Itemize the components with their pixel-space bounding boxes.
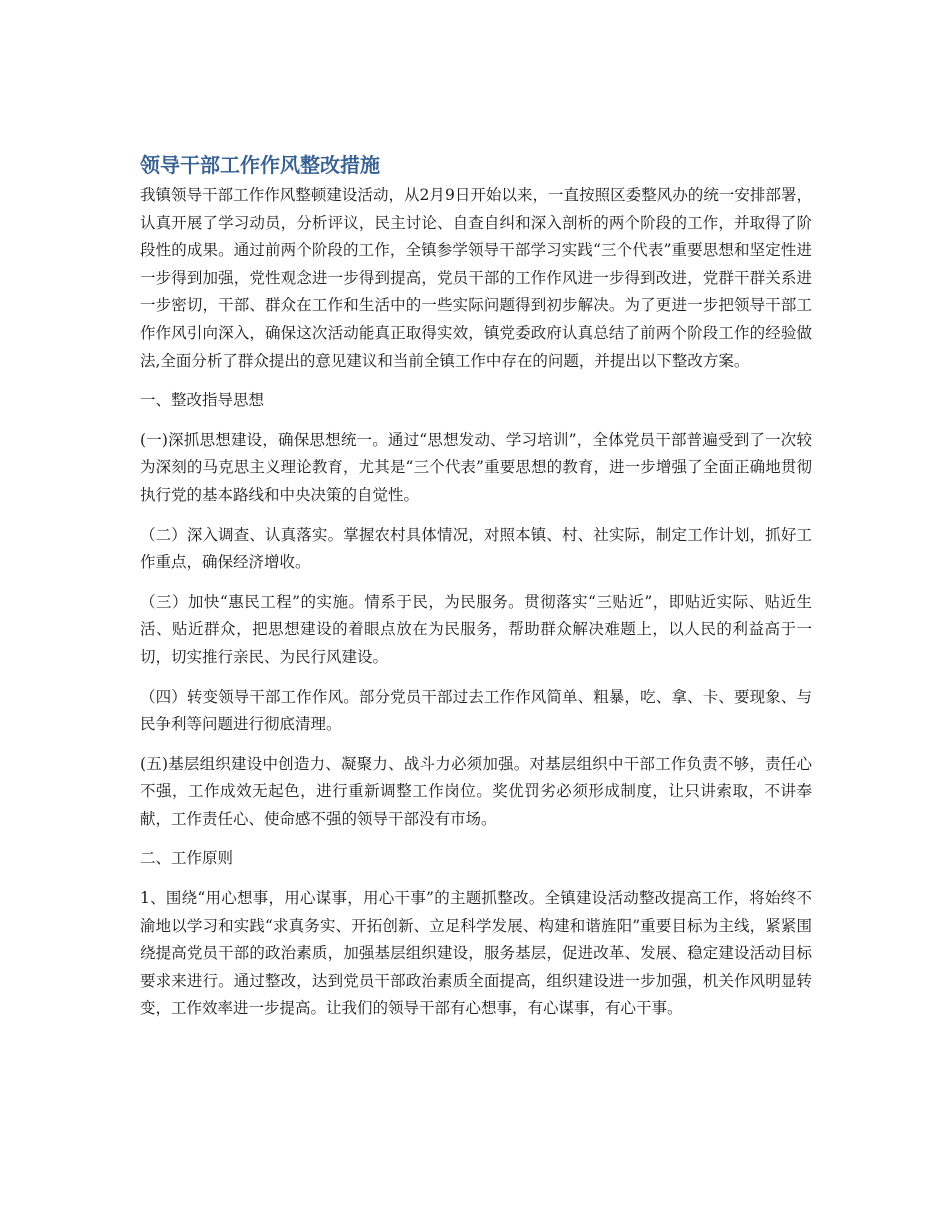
section-heading-work-principles: 二、工作原则 — [140, 849, 234, 868]
paragraph-item-5: (五)基层组织建设中创造力、凝聚力、战斗力必须加强。对基层组织中干部工作负责不够，责任心不强，工作成效无起色，进行重新调整工作岗位。奖优罚劣必须形成制度，让只讲索取，不讲奉献，工作责任心、使命感不强的领导干部没有市场。 — [140, 754, 812, 828]
paragraph-item-1: (一)深抓思想建设，确保思想统一。通过“思想发动、学习培训”，全体党员干部普遍受到了一次较为深刻的马克思主义理论教育，尤其是“三个代表”重要思想的教育，进一步增强了全面正确地贯彻执行党的基本路线和中央决策的自觉性。 — [140, 430, 812, 504]
paragraph-principle-1: 1、围绕“用心想事，用心谋事，用心干事”的主题抓整改。全镇建设活动整改提高工作，将始终不渝地以学习和实践“求真务实、开拓创新、立足科学发展、构建和谐旌阳”重要目标为主线，紧紧围绕提高党员干部的政治素质，加强基层组织建设，服务基层，促进改革、发展、稳定建设活动目标要求来进行。通过整改，达到党员干部政治素质全面提高，组织建设进一步加强，机关作风明显转变，工作效率进一步提高。让我们的领导干部有心想事，有心谋事，有心干事。 — [140, 889, 812, 1018]
paragraph-item-3: （三）加快“惠民工程”的实施。情系于民，为民服务。贯彻落实“三贴近”，即贴近实际、贴近生活、贴近群众，把思想建设的着眼点放在为民服务，帮助群众解决难题上，以人民的利益高于一切，切实推行亲民、为民行风建设。 — [140, 592, 812, 666]
document-page — [140, 150, 812, 1023]
paragraph-item-2: （二）深入调查、认真落实。掌握农村具体情况，对照本镇、村、社实际，制定工作计划，抓好工作重点，确保经济增收。 — [140, 525, 812, 572]
document-title: 领导干部工作作风整改措施 — [140, 153, 380, 177]
section-heading-guiding-thought: 一、整改指导思想 — [140, 391, 265, 410]
paragraph-item-4: （四）转变领导干部工作作风。部分党员干部过去工作作风简单、粗暴，吃、拿、卡、要现象、与民争利等问题进行彻底清理。 — [140, 687, 812, 734]
intro-paragraph: 我镇领导干部工作作风整顿建设活动，从2月9日开始以来，一直按照区委整风办的统一安排部署，认真开展了学习动员，分析评议，民主讨论、自查自纠和深入剖析的两个阶段的工作，并取得了阶段性的成果。通过前两个阶段的工作，全镇参学领导干部学习实践“三个代表”重要思想和坚定性进一步得到加强，党性观念进一步得到提高，党员干部的工作作风进一步得到改进，党群干群关系进一步密切，干部、群众在工作和生活中的一些实际问题得到初步解决。为了更进一步把领导干部工作作风引向深入，确保这次活动能真正取得实效，镇党委政府认真总结了前两个阶段工作的经验做法,全面分析了群众提出的意见建议和当前全镇工作中存在的问题，并提出以下整改方案。 — [140, 186, 812, 370]
